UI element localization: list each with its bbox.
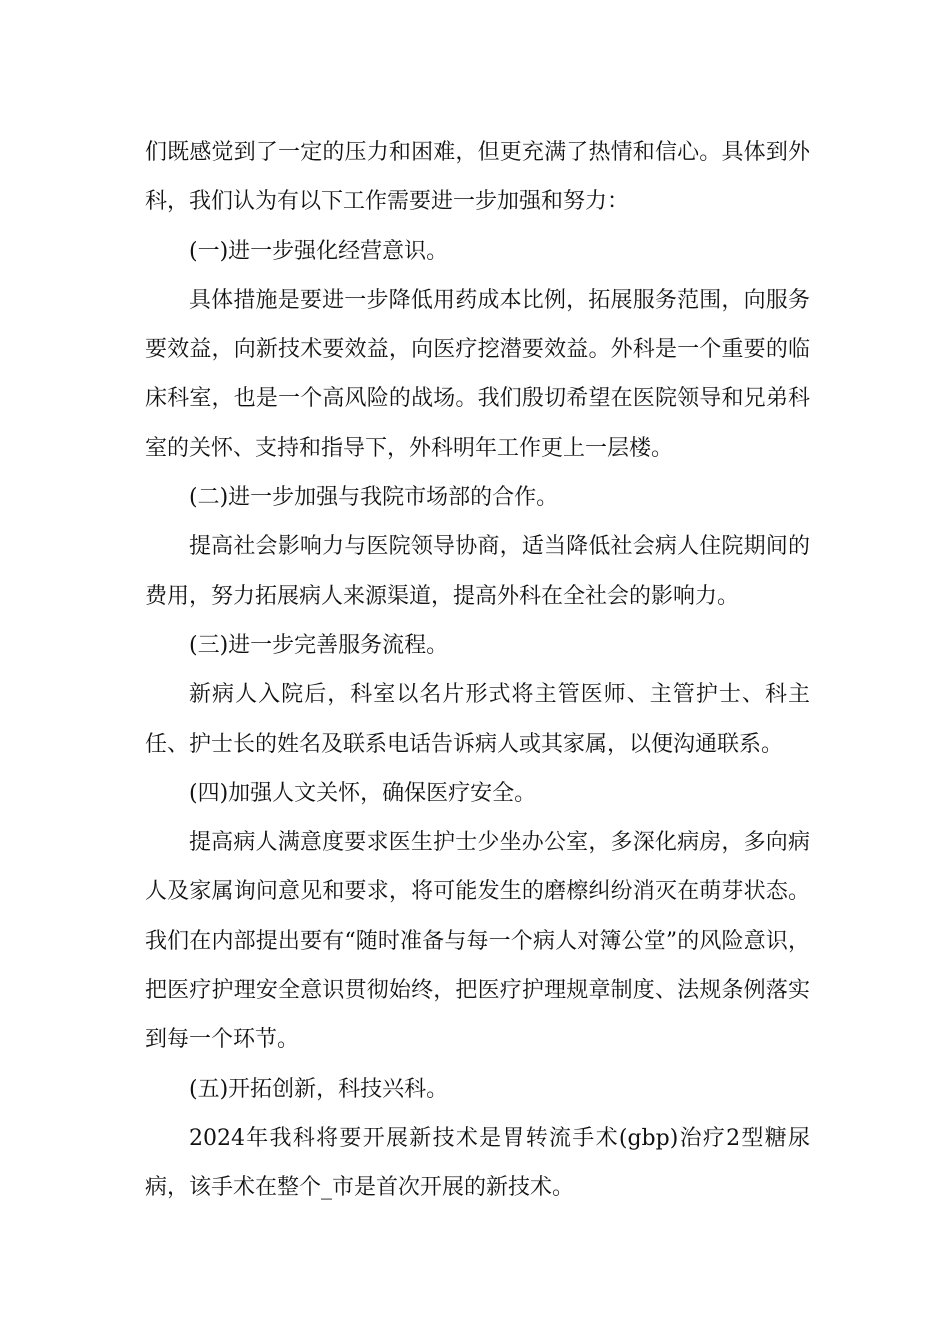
section-heading-2: (二)进一步加强与我院市场部的合作。 [189,485,559,511]
section-heading-3: (三)进一步完善服务流程。 [189,632,449,658]
body-paragraph-4: 提高病人满意度要求医生护士少坐办公室，多深化病房，多向病人及家属询问意见和要求，将可能发生的磨檫纠纷消灭在萌芽状态。我们在内部提出要有“随时准备与每一个病人对簿公堂”的风险意识，把医疗护理安全意识贯彻始终，把医疗护理规章制度、法规条例落实到每一个环节。 [145,830,810,1053]
section-heading-5: (五)开拓创新，科技兴科。 [189,1076,449,1102]
section-heading-1: (一)进一步强化经营意识。 [189,238,449,264]
body-paragraph-3: 新病人入院后，科室以名片形式将主管医师、主管护士、科主任、护士长的姓名及联系电话告诉病人或其家属，以便沟通联系。 [145,682,810,757]
body-paragraph-2: 提高社会影响力与医院领导协商，适当降低社会病人住院期间的费用，努力拓展病人来源渠道，提高外科在全社会的影响力。 [145,534,810,609]
continuation-paragraph: 们既感觉到了一定的压力和困难，但更充满了热情和信心。具体到外科，我们认为有以下工作需要进一步加强和努力： [145,140,810,215]
document-body [145,128,810,1213]
body-paragraph-1: 具体措施是要进一步降低用药成本比例，拓展服务范围，向服务要效益，向新技术要效益，向医疗挖潜要效益。外科是一个重要的临床科室，也是一个高风险的战场。我们殷切希望在医院领导和兄弟科室的关怀、支持和指导下，外科明年工作更上一层楼。 [145,287,810,461]
body-paragraph-5: 2024年我科将要开展新技术是胃转流手术(gbp)治疗2型糖尿病，该手术在整个_市是首次开展的新技术。 [145,1125,810,1201]
section-heading-4: (四)加强人文关怀，确保医疗安全。 [189,780,537,806]
